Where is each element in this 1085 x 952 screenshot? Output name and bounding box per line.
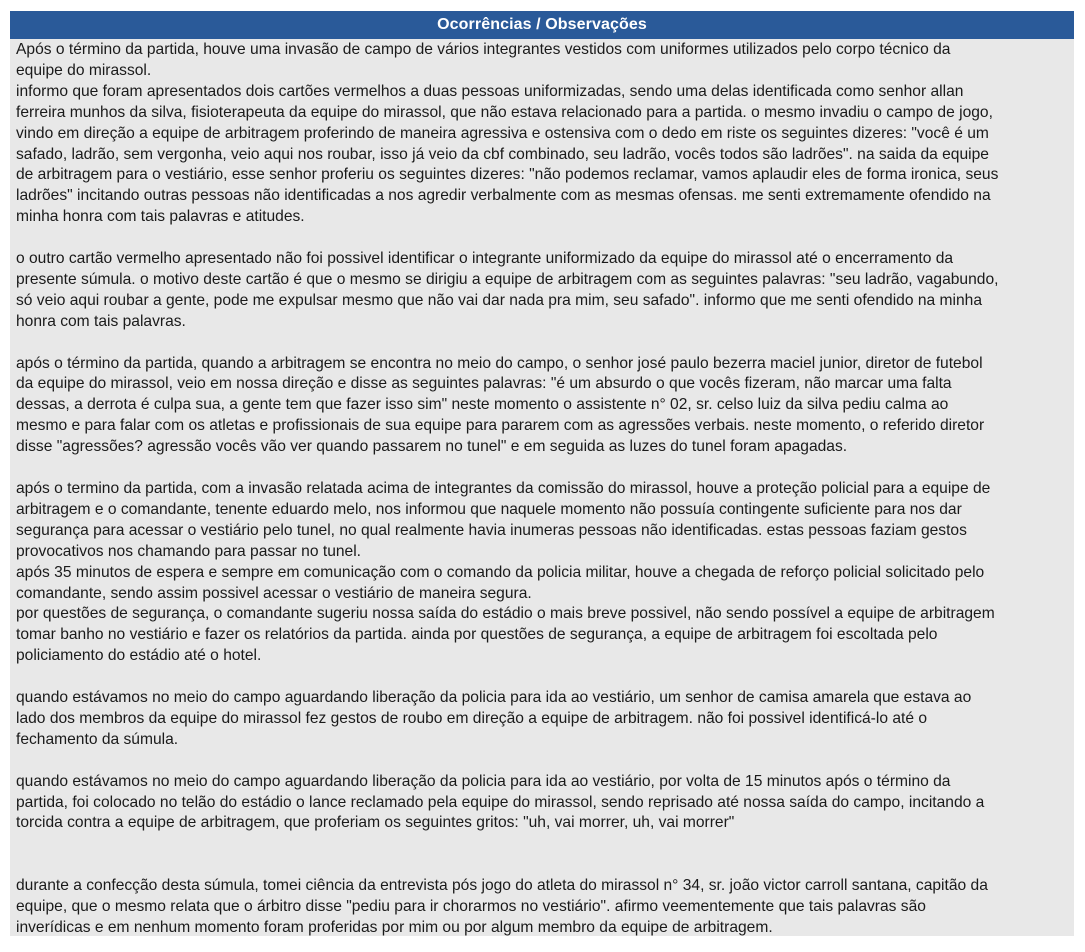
text-line: tomar banho no vestiário e fazer os relatórios da partida. ainda por questões de segurança, a equipe de arbitragem foi escoltada pelo (16, 626, 938, 644)
text-line: equipe, que o mesmo relata que o árbitro disse "pediu para ir chorarmos no vestiário". afirmo veementemente que tais palavras são (16, 898, 926, 916)
text-line: por questões de segurança, o comandante sugeriu nossa saída do estádio o mais breve possivel, não sendo possível a equipe de arbitragem (16, 605, 995, 623)
text-line: quando estávamos no meio do campo aguardando liberação da policia para ida ao vestiário, por volta de 15 minutos após o término da (16, 772, 951, 790)
occurrences-panel (10, 11, 1074, 936)
text-line: provocativos nos chamando para passar no tunel. (16, 542, 362, 560)
text-line: após o término da partida, quando a arbitragem se encontra no meio do campo, o senhor josé paulo bezerra maciel junior, diretor de futebol (16, 354, 983, 372)
text-line: safado, ladrão, sem vergonha, veio aqui nos roubar, isso já veio da cbf combinado, seu ladrão, vocês todos são ladrões". na saida da equipe (16, 145, 989, 163)
text-line: o outro cartão vermelho apresentado não foi possivel identificar o integrante uniformizado da equipe do mirassol até o encerramento da (16, 250, 954, 268)
paragraph-stadium-screen (16, 772, 1068, 835)
text-line: honra com tais palavras. (16, 312, 186, 330)
text-line: inverídicas e em nenhum momento foram proferidas por mim ou por algum membro da equipe de arbitragem. (16, 918, 773, 936)
panel-title: Ocorrências / Observações (10, 11, 1074, 39)
text-line: durante a confecção desta súmula, tomei ciência da entrevista pós jogo do atleta do mirassol n° 34, sr. joão victor carroll santana, capitão da (16, 877, 988, 895)
text-line: ferreira munhos da silva, fisioterapeuta da equipe do mirassol, que não estava relacionado para a partida. o mesmo invadiu o campo de jogo, (16, 103, 993, 121)
text-line: partida, foi colocado no telão do estádio o lance reclamado pela equipe do mirassol, sendo reprisado até nossa saída do campo, incitando a (16, 793, 985, 811)
paragraph-post-match-interview (16, 876, 1068, 936)
paragraph-police-protection (16, 479, 1068, 667)
text-line: comandante, sendo assim possivel acessar o vestiário de maneira segura. (16, 584, 532, 602)
paragraph-football-director (16, 354, 1068, 459)
text-line: após o termino da partida, com a invasão relatada acima de integrantes da comissão do mirassol, houve a proteção policial para a equipe de (16, 479, 991, 497)
text-line: Após o término da partida, houve uma invasão de campo de vários integrantes vestidos com uniformes utilizados pelo corpo técnico da (16, 41, 951, 58)
text-line: vindo em direção a equipe de arbitragem proferindo de maneira agressiva e ostensiva com o dedo em riste os seguintes dizeres: "você é um (16, 124, 989, 142)
text-line: equipe do mirassol. (16, 61, 152, 79)
text-line: presente súmula. o motivo deste cartão é que o mesmo se dirigiu a equipe de arbitragem com as seguintes palavras: "seu ladrão, vagabundo, (16, 270, 999, 288)
text-line: fechamento da súmula. (16, 730, 179, 748)
text-line: dessas, a derrota é culpa sua, a gente tem que fazer isso sim" neste momento o assistente n° 02, sr. celso luiz da silva pediu calma ao (16, 396, 949, 414)
text-line: informo que foram apresentados dois cartões vermelhos a duas pessoas uniformizadas, sendo uma delas identificada como senhor allan (16, 82, 964, 100)
text-line: minha honra com tais palavras e atitudes. (16, 208, 305, 226)
text-line: quando estávamos no meio do campo aguardando liberação da policia para ida ao vestiário, um senhor de camisa amarela que estava ao (16, 689, 972, 707)
paragraph-second-red-card (16, 249, 1068, 333)
text-line: ladrões" incitando outras pessoas não identificadas a nos agredir verbalmente com as mesmas ofensas. me senti extremamente ofendido na (16, 187, 991, 205)
text-line: de arbitragem para o vestiário, esse senhor proferiu os seguintes dizeres: "não podemos reclamar, vamos aplaudir eles de forma ironica, seus (16, 166, 999, 184)
paragraph-field-invasion (16, 40, 1068, 228)
occurrences-text (10, 39, 1074, 936)
text-line: arbitragem e o comandante, tenente eduardo melo, nos informou que naquele momento não possuía contingente suficiente para nos dar (16, 500, 962, 518)
text-line: disse "agressões? agressão vocês vão ver quando passarem no tunel" e em seguida as luzes do tunel foram apagadas. (16, 438, 848, 456)
text-line: policiamento do estádio até o hotel. (16, 647, 262, 665)
text-line: após 35 minutos de espera e sempre em comunicação com o comando da policia militar, houve a chegada de reforço policial solicitado pelo (16, 563, 985, 581)
text-line: torcida contra a equipe de arbitragem, que proferiam os seguintes gritos: "uh, vai morrer, uh, vai morrer" (16, 814, 735, 832)
text-line: da equipe do mirassol, veio em nossa direção e disse as seguintes palavras: "é um absurdo o que vocês fizeram, não marcar uma falta (16, 375, 952, 393)
text-line: segurança para acessar o vestiário pelo tunel, no qual realmente havia inumeras pessoas não identificadas. estas pessoas faziam gestos (16, 521, 967, 539)
text-line: lado dos membros da equipe do mirassol fez gestos de roubo em direção a equipe de arbitragem. não foi possivel identificá-lo até o (16, 709, 928, 727)
text-line: só veio aqui roubar a gente, pode me expulsar mesmo que não vai dar nada pra mim, seu safado". informo que me senti ofendido na minha (16, 291, 982, 309)
paragraph-yellow-shirt (16, 688, 1068, 751)
text-line: mesmo e para falar com os atletas e profissionais de sua equipe para pararem com as agressões verbais. neste momento, o referido diretor (16, 417, 985, 435)
